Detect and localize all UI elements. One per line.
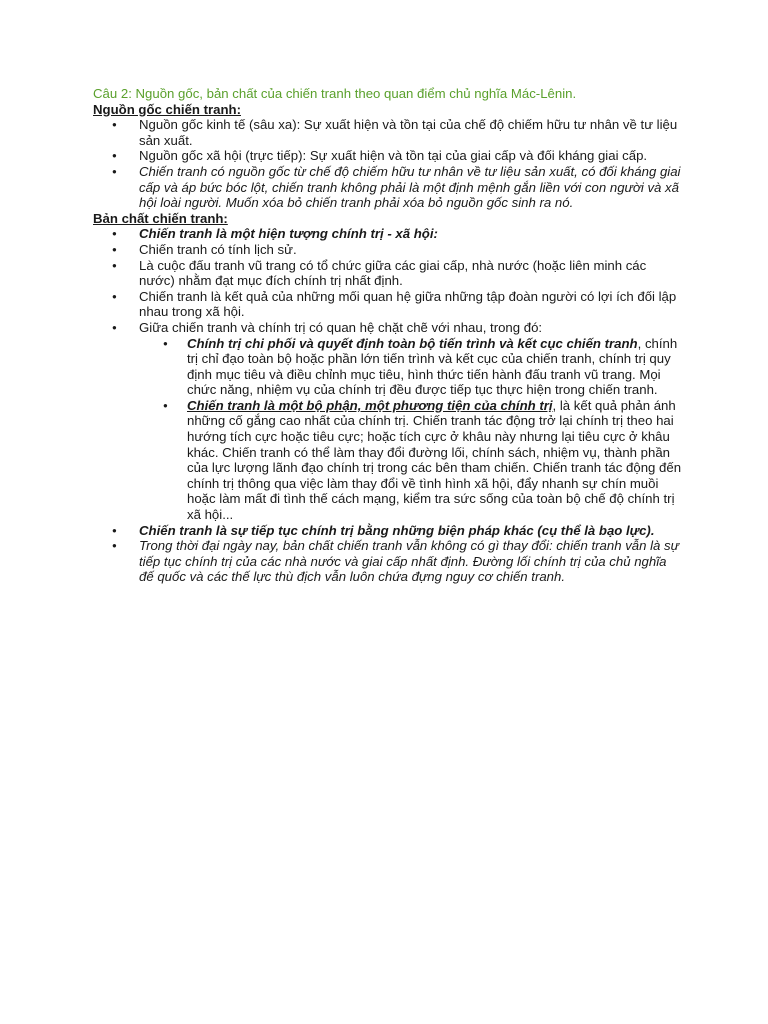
list-item: ● Trong thời đại ngày nay, bản chất chiến tranh vẫn không có gì thay đổi: chiến tranh vẫn là sự tiếp tục chính trị của các nhà nước và giai cấp nhất định. Đường lối chính trị của chủ nghĩa đế quốc và các thế lực thù địch vẫn luôn chứa đựng nguy cơ chiến tranh. <box>93 538 683 585</box>
document-body <box>93 86 683 585</box>
section-heading-nature: Bản chất chiến tranh: <box>93 210 228 226</box>
section-heading-origin: Nguồn gốc chiến tranh: <box>93 101 241 117</box>
list-item: ● Chiến tranh có nguồn gốc từ chế độ chiếm hữu tư nhân về tư liệu sản xuất, có đối kháng giai cấp và áp bức bóc lột, chiến tranh không phải là một định mệnh gắn liền với con người và xã hội loài người. Muốn xóa bỏ chiến tranh phải xóa bỏ nguồn gốc sinh ra nó. <box>93 164 683 211</box>
nature-list <box>93 226 683 585</box>
list-item: ● Chiến tranh là sự tiếp tục chính trị bằng những biện pháp khác (cụ thể là bạo lực). <box>93 523 683 539</box>
list-item: ● Là cuộc đấu tranh vũ trang có tổ chức giữa các giai cấp, nhà nước (hoặc liên minh các nước) nhằm đạt mục đích chính trị nhất định. <box>93 258 683 289</box>
sub-item-text: , chính trị chỉ đạo toàn bộ hoặc phần lớn tiến trình và kết cục của chiến tranh, chính trị quy định mục tiêu và điều chỉnh mục tiêu, hình thức tiến hành đấu tranh vũ trang. Mọi chức năng, nhiệm vụ của chính trị đều được tiếp tục thực hiện trong chiến tranh. <box>187 335 678 398</box>
politics-war-relation-list <box>93 336 683 523</box>
list-item: ● Chiến tranh là kết quả của những mối quan hệ giữa những tập đoàn người có lợi ích đối lập nhau trong xã hội. <box>93 289 683 320</box>
sub-item-bold-lead: Chiến tranh là một bộ phận, một phương tiện của chính trị <box>187 397 553 413</box>
sub-item-bold-lead: Chính trị chi phối và quyết định toàn bộ tiến trình và kết cục chiến tranh <box>187 335 638 351</box>
list-item: ● Chiến tranh có tính lịch sử. <box>93 242 683 258</box>
sub-item-text: , là kết quả phản ánh những cố gắng cao nhất của chính trị. Chiến tranh tác động trở lại chính trị theo hai hướng tích cực hoặc tiêu cực; hoặc tích cực ở khâu này nhưng lại tiêu cực ở khâu khác. Chiến tranh có thể làm thay đổi đường lối, chính sách, nhiệm vụ, thành phần của lực lượng lãnh đạo chính trị trong các bên tham chiến. Chiến tranh tác động đến chính trị thông qua việc làm thay đổi về tình hình xã hội, đẩy nhanh sự chín muồi hoặc làm mất đi tình thế cách mạng, kiểm tra sức sống của toàn bộ chế độ chính trị xã hội... <box>187 397 682 523</box>
nested-list-container <box>93 336 683 523</box>
origin-list <box>93 117 683 211</box>
sub-list-item <box>141 398 683 523</box>
list-item: ● Giữa chiến tranh và chính trị có quan hệ chặt chẽ với nhau, trong đó: <box>93 320 683 336</box>
document-title: Câu 2: Nguồn gốc, bản chất của chiến tranh theo quan điểm chủ nghĩa Mác-Lênin. <box>93 86 577 101</box>
list-item: ● Chiến tranh là một hiện tượng chính trị - xã hội: <box>93 226 683 242</box>
list-item: ● Nguồn gốc kinh tế (sâu xa): Sự xuất hiện và tồn tại của chế độ chiếm hữu tư nhân về tư liệu sản xuất. <box>93 117 683 148</box>
sub-list-item <box>141 336 683 398</box>
list-item: ● Nguồn gốc xã hội (trực tiếp): Sự xuất hiện và tồn tại của giai cấp và đối kháng giai cấp. <box>93 148 683 164</box>
